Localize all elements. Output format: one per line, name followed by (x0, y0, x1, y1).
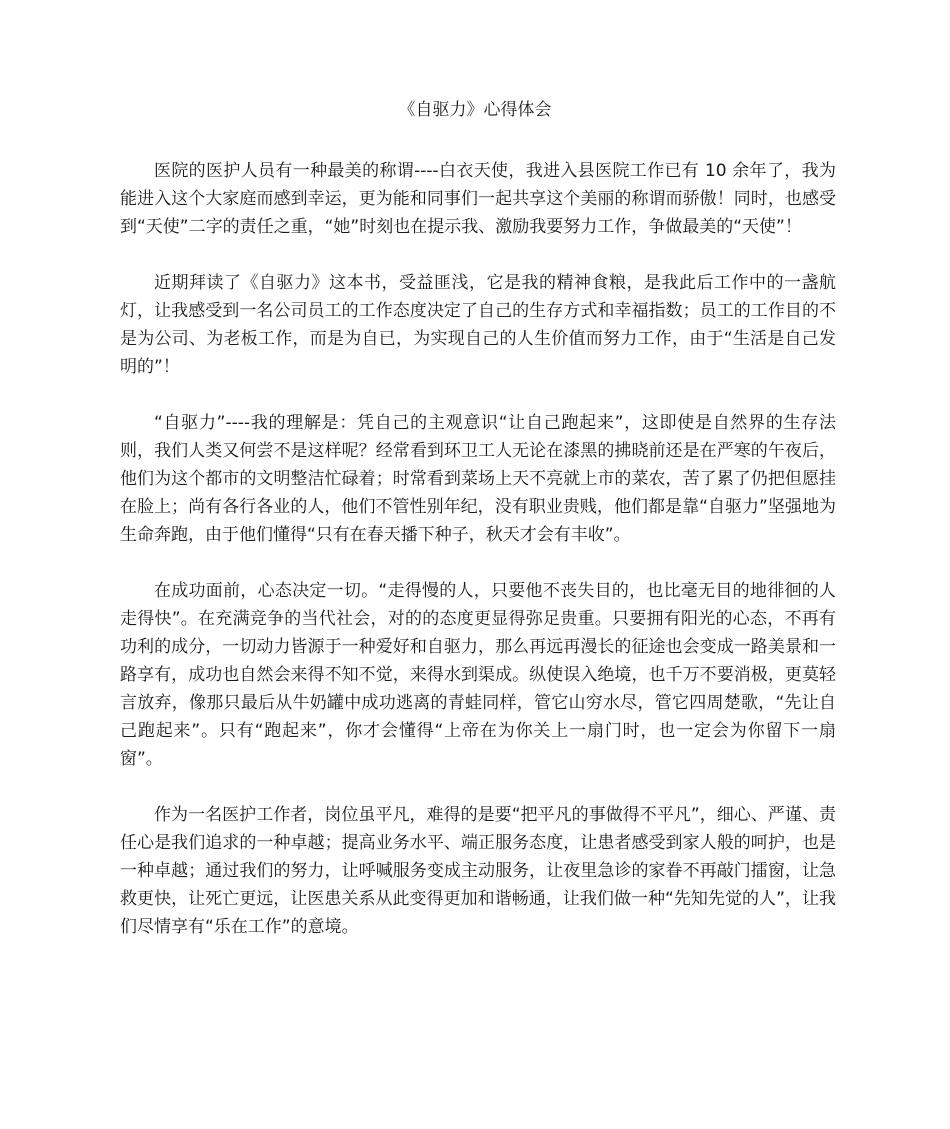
paragraph: 医院的医护人员有一种最美的称谓----白衣天使，我进入县医院工作已有 10 余年了，我为能进入这个大家庭而感到幸运，更为能和同事们一起共享这个美丽的称谓而骄傲！同时，也感受到“天使”二字的责任之重，“她”时刻也在提示我、激励我要努力工作，争做最美的“天使”！ (120, 161, 836, 237)
paragraph: 在成功面前，心态决定一切。“走得慢的人，只要他不丧失目的，也比毫无目的地徘徊的人走得快”。在充满竞争的当代社会，对的的态度更显得弥足贵重。只要拥有阳光的心态，不再有功利的成分，一切动力皆源于一种爱好和自驱力，那么再远再漫长的征途也会变成一路美景和一路享有，成功也自然会来得不知不觉，来得水到渠成。纵使误入绝境，也千万不要消极，更莫轻言放弃，像那只最后从牛奶罐中成功逃离的青蛙同样，管它山穷水尽，管它四周楚歌，“先让自己跑起来”。只有“跑起来”，你才会懂得“上帝在为你关上一扇门时，也一定会为你留下一扇窗”。 (120, 581, 836, 769)
paragraph: “自驱力”----我的理解是：凭自己的主观意识“让自己跑起来”，这即使是自然界的生存法则，我们人类又何尝不是这样呢？经常看到环卫工人无论在漆黑的拂晓前还是在严寒的午夜后，他们为这个都市的文明整洁忙碌着；时常看到菜场上天不亮就上市的菜农，苦了累了仍把但愿挂在脸上；尚有各行各业的人，他们不管性别年纪，没有职业贵贱，他们都是靠“自驱力”坚强地为生命奔跑，由于他们懂得“只有在春天播下种子，秋天才会有丰收”。 (120, 413, 836, 545)
document-title: 《自驱力》心得体会 (398, 100, 552, 120)
document-body (120, 157, 836, 969)
paragraph: 作为一名医护工作者，岗位虽平凡，难得的是要“把平凡的事做得不平凡”，细心、严谨、责任心是我们追求的一种卓越；提高业务水平、端正服务态度，让患者感受到家人般的呵护，也是一种卓越；通过我们的努力，让呼喊服务变成主动服务，让夜里急诊的家眷不再敲门擂窗，让急救更快，让死亡更远，让医患关系从此变得更加和谐畅通，让我们做一种“先知先觉的人”，让我们尽情享有“乐在工作”的意境。 (120, 805, 836, 937)
paragraph: 近期拜读了《自驱力》这本书，受益匪浅，它是我的精神食粮，是我此后工作中的一盏航灯，让我感受到一名公司员工的工作态度决定了自己的生存方式和幸福指数；员工的工作目的不是为公司、为老板工作，而是为自已，为实现自己的人生价值而努力工作，由于“生活是自己发明的”！ (120, 273, 836, 377)
